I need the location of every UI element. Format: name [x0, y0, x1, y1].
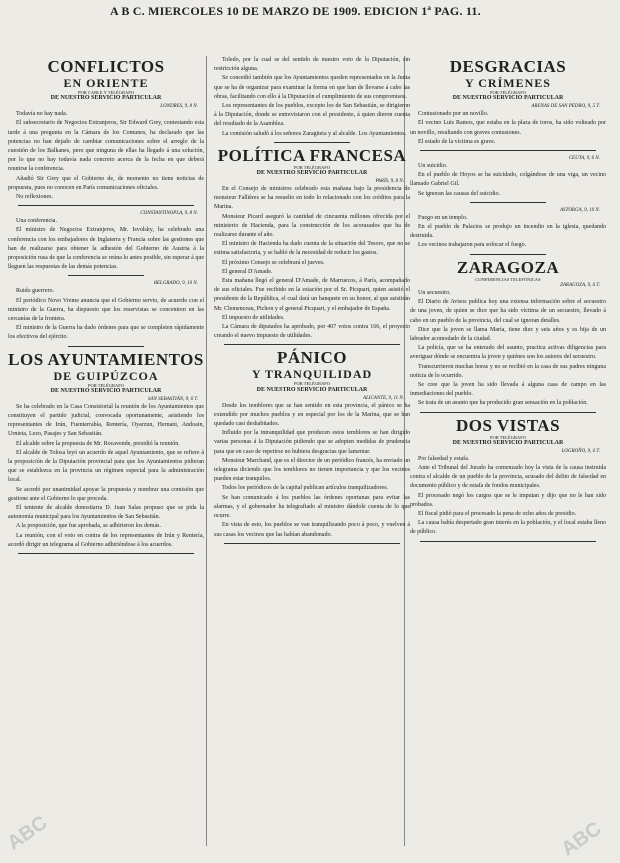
article-dateline: LOGROÑO, 9, 6 T. [561, 448, 600, 454]
article-paragraph: El teniente de alcalde donostiarra D. Juan Salas propuso que se pida la autonomía municipal para los Ayuntamientos de San Sebastián. [8, 505, 204, 521]
article-paragraph: El próximo Consejo se celebrará el jueves. [222, 259, 325, 266]
article-paragraph: El procesado negó los cargos que se le imputan y dijo que no le han sido probados. [410, 492, 606, 508]
article-paragraph: Monsieur Picard aseguró la cantidad de cincuenta millones ofrecida por el ministerio de Hacienda, para la construcción de los acorazados que ha de realizarse durante el año. [214, 213, 410, 239]
article-body [410, 162, 606, 199]
article [8, 58, 204, 206]
article-title: POLÍTICA FRANCESA [217, 145, 407, 165]
article-paragraph: El periódico Novo Vreme anuncia que el Gobierno servio, de acuerdo con el ministro de la Guerra, ha dispuesto que los reservistas se concentren en las cercanías de la frontera. [8, 297, 204, 323]
article-service-line: DE NUESTRO SERVICIO PARTICULAR [452, 95, 564, 102]
watermark: ABC [3, 811, 52, 855]
section-rule [274, 142, 350, 143]
article-kicker: POR TELÉGRAFO [87, 382, 125, 388]
article-paragraph: El alcalde de Tolosa leyó un acuerdo de aquel Ayuntamiento, que se refiere á la proposición de la Diputación provincial para que los Ayuntamientos pidieran que se establezca en la provincia un régimen especial para la administración local. [8, 449, 204, 484]
article-paragraph: El impuesto de utilidades. [222, 314, 285, 321]
article-paragraph: La causa había despertado gran interés en la población, y el local estaba lleno de público. [410, 520, 606, 536]
article-body [410, 110, 606, 147]
article-paragraph: El Diario de Avisos publica hoy una extensa información sobre el secuestro de una joven, de quien se dice que ha sido víctima de un secuestro, llevado á cabo en un pueblo de la provincia, del cual se ignoran detalles. [410, 299, 606, 324]
article-body [214, 185, 410, 341]
article [410, 207, 606, 255]
article-paragraph: El fiscal pidió para el procesado la pena de ocho años de presidio. [418, 511, 577, 518]
article [214, 147, 410, 346]
article-body [8, 403, 204, 550]
article-title: DESGRACIAS [449, 57, 567, 76]
article-paragraph: En el pueblo de Hoyos se ha suicidado, colgándose de una viga, un vecino llamado Gabriel Gil. [410, 172, 606, 188]
article-body [410, 214, 606, 251]
section-rule [420, 150, 596, 151]
article-dateline: LONDRES, 9, 8 N. [160, 104, 198, 110]
section-rule [420, 412, 596, 413]
article-paragraph: Influido por la intranquilidad que producen estos temblores se han dirigido varias personas á la Diputación pidiendo que se adopten medidas de prudencia para que en caso de repetirse no hubiera desgracias que lamentar. [214, 430, 410, 455]
article-paragraph: Se han comunicado á los pueblos las órdenes oportunas para evitar las alarmas, y el gobernador ha telegrafiado al ministro dándole cuenta de lo que ocurre. [214, 494, 410, 520]
article-kicker: POR TELÉGRAFO [293, 381, 331, 387]
article-paragraph: El ministro de Negocios Extranjeros, Mr. Isvolsky, ha celebrado una conferencia con los embajadores de Inglaterra y Francia sobre las gestiones que han de realizarse para obtener la adhesión del Gobierno de Austria á la proposición rusa de que la conferencia se reúna lo antes posible, sin esperar á que lleguen las respuestas de las demás potencias. [8, 227, 204, 271]
section-rule [470, 202, 546, 203]
article-paragraph: Se trata de un asunto que ha producido gran sensación en la población. [418, 400, 588, 407]
article-paragraph: En el pueblo de Palacios se produjo un incendio en la iglesia, quedando destruida. [410, 224, 606, 240]
article-paragraph: No reflexiones. [16, 194, 53, 201]
article-body [410, 289, 606, 409]
column-right [410, 56, 606, 856]
article-paragraph: El ministro de Hacienda ha dado cuenta de la situación del Tesoro, que no se estima satisfactoria, y se habló de la necesidad de reducir los gastos. [214, 241, 410, 257]
section-rule [68, 275, 144, 276]
article-paragraph: El general D'Amade. [222, 268, 273, 275]
article-body [8, 287, 204, 342]
article [214, 349, 410, 543]
article [8, 351, 204, 554]
article [410, 417, 606, 542]
article-body [8, 217, 204, 272]
article-subtitle: Y TRANQUILIDAD [251, 367, 373, 382]
article-paragraph: Añadió Sir Grey que el Gobierno de, de momento no tiene noticias de propuesta, pues no conocen en París comunicaciones oficiales. [8, 175, 204, 191]
article-subtitle: Y CRÍMENES [465, 76, 551, 90]
section-rule [18, 205, 194, 206]
article-subtitle: EN ORIENTE [63, 76, 149, 90]
article-service-line: DE NUESTRO SERVICIO PARTICULAR [452, 440, 564, 447]
article [8, 280, 204, 346]
column-middle [214, 56, 410, 856]
article [410, 58, 606, 151]
article-paragraph: En vista de esto, los pueblos se van tranquilizando poco á poco, y vuelven á sus casas los vecinos que las habían abandonado. [214, 522, 410, 538]
article-paragraph: Monsieur Marchand, que es el director de un periódico francés, ha enviado un telegrama diciendo que los temblores no tienen importancia y que los vecinos pueden estar tranquilos. [214, 457, 410, 483]
article-dateline: CEUTA, 9, 6 N. [568, 156, 600, 161]
article-service-line: DE NUESTRO SERVICIO PARTICULAR [256, 170, 368, 177]
article-dateline: CONSTANTINOPLA, 9, 8 N. [140, 211, 198, 217]
watermark: ABC [557, 817, 606, 861]
article-body [410, 455, 606, 538]
article-dateline: ALICANTE, 9, 11 N. [362, 395, 404, 401]
article-paragraph: La policía, que se ha enterado del asunto, practica activas diligencias para averiguar dónde se encuentra la joven y quiénes son los autores del secuestro. [410, 345, 606, 361]
section-rule [470, 254, 546, 255]
article-paragraph: Toledo, por la cual se del sentido de nuestro voto de la Diputación, sin restricción alguna. [214, 57, 410, 73]
article-paragraph: Por falsedad y estafa. [418, 455, 470, 462]
article [214, 56, 410, 143]
article-subtitle: DE GUIPÚZCOA [53, 368, 159, 383]
article-kicker: POR CABLE Y TELÉGRAFO [78, 90, 134, 95]
article-paragraph: Se ignoran las causas del suicidio. [418, 190, 500, 197]
article-title: DOS VISTAS [455, 415, 561, 435]
article-paragraph: Todavía no hay nada. [16, 111, 68, 118]
article-paragraph: En el Consejo de ministros celebrado esta mañana bajo la presidencia de monsieur Fallières se ha resuelto en todo lo relacionado con los créditos para la Marina. [214, 186, 410, 211]
article-paragraph: El vecino Luis Ramos, que estaba en la plaza de toros, ha sido volteado por un novillo, resultando con graves contusiones. [410, 120, 606, 136]
section-rule [18, 553, 194, 554]
article [410, 155, 606, 203]
article-paragraph: Se cree que la joven ha sido llevada á alguna casa de campo en las inmediaciones del pueblo. [410, 382, 606, 398]
article-paragraph: Una conferencia. [16, 218, 57, 225]
section-rule [224, 543, 400, 544]
article-paragraph: Un secuestro. [418, 290, 451, 297]
article-kicker: POR TELÉGRAFO [489, 90, 527, 95]
article-dateline: ZARAGOZA, 9, 6 T. [560, 283, 600, 289]
article-service-line: DE NUESTRO SERVICIO PARTICULAR [50, 388, 162, 395]
article-dateline: SAN SEBASTIÁN, 9, 6 T. [147, 396, 198, 402]
section-rule [68, 346, 144, 347]
article-body [214, 56, 410, 139]
article-paragraph: Todos los periódicos de la capital publican artículos tranquilizadores. [222, 485, 389, 492]
article-paragraph: Transcurrieron muchas horas y no se recibió en la casa de sus padres ninguna noticia de lo ocurrido. [410, 363, 606, 379]
article-kicker: CONFERENCIAS TELEFÓNICAS [475, 276, 541, 282]
article-paragraph: Un suicidio. [418, 163, 448, 169]
column-left [8, 56, 204, 856]
article-service-line: DE NUESTRO SERVICIO PARTICULAR [50, 95, 162, 102]
article-title: CONFLICTOS [47, 57, 165, 76]
article-paragraph: La comisión saludó á los señores Zaragüeta y al alcalde. Los Ayuntamientos. [222, 130, 407, 137]
article-paragraph: La reunión, con el voto en contra de los representantes de Irún y Rentería, acordó dirigir un telegrama al Gobierno adhiriéndose á los acuerdos. [8, 532, 204, 548]
article-title: ZARAGOZA [456, 257, 560, 277]
article-paragraph: Desde los temblores que se han sentido en esta provincia, el pánico se ha extendido por muchos pueblos y en especial por los de la Marina, que se han quedado casi deshabitados. [214, 402, 410, 428]
article-kicker: POR TELÉGRAFO [489, 434, 527, 440]
article-paragraph: Esta mañana llegó el general D'Amade, de Marruecos, á París, acompañado de sus oficiales. Fue recibido en la estación por el Sr. Picquart, quien asistió el presidente de la República, el cual dará un banquete en su honor, al que asistirán Mr. Clemenceau, Pichon y el general Picquart, y el embajador de España. [214, 278, 410, 312]
article-dateline: ASTORGA, 9, 10 N. [560, 207, 600, 213]
article-kicker: POR TELÉGRAFO [293, 164, 331, 170]
article-paragraph: Ante el Tribunal del Jurado ha comenzado hoy la vista de la causa instruida contra el alcalde de un pueblo de la provincia, acusado del delito de falsedad en documento público y de estafa de fondos municipales. [410, 465, 606, 490]
article-paragraph: Contusionado por un novillo. [418, 111, 489, 118]
article-dateline: BELGRADO, 9, 10 N. [153, 281, 198, 287]
section-rule [224, 344, 400, 345]
article-paragraph: Los vecinos trabajaron para sofocar el fuego. [418, 242, 527, 249]
article-paragraph: Los representantes de los pueblos, excepto los de San Sebastián, se dirigieron á la Diputación, donde se entrevistaron con el presidente, á quien dieron cuenta del resultado de la Asamblea. [214, 103, 410, 128]
article [8, 210, 204, 276]
article-paragraph: Se concedió también que los Ayuntamientos queden representados en la Junta que se ha de organizar para examinar la forma en que han de llevarse á cabo las obras, facilitando con ello á la Diputación el cumplimiento de sus compromisos. [214, 75, 410, 100]
article-paragraph: El alcalde sobre la propuesta de Mr. Rocavende, presidió la reunión. [16, 440, 180, 447]
article-service-line: DE NUESTRO SERVICIO PARTICULAR [256, 386, 368, 393]
article-dateline: PARÍS, 9, 8 N. [375, 179, 404, 185]
article-title: PÁNICO [276, 348, 348, 368]
article-paragraph: A la proposición, que fue aprobada, se adhirieron los demás. [16, 523, 161, 530]
article-title: LOS AYUNTAMIENTOS [8, 349, 204, 369]
article-paragraph: El ministro de la Guerra ha dado órdenes para que se completen rápidamente los efectivos del ejército. [8, 325, 204, 341]
section-rule [420, 541, 596, 542]
article-paragraph: El subsecretario de Negocios Extranjeros, Sir Edward Grey, contestando esta tarde á una pregunta en la Cámara de los Comunes, ha declarado que las potencias no han dejado de cambiar comunicaciones sobre el arreglo de la cuestión de los Balkanes, pero que ninguna de ellas ha llegado á una solución, por lo que no hay todavía nada concreto acerca de la fecha en que deberá reunirse la conferencia. [8, 120, 204, 173]
article-body [214, 402, 410, 540]
article-paragraph: El estado de la víctima es grave. [418, 138, 496, 145]
article-paragraph: Ruido guerrero. [16, 288, 54, 295]
article-paragraph: Se ha celebrado en la Casa Consistorial la reunión de los Ayuntamientos que constituyen el partido judicial, convocada oportunamente, asistiendo los representantes de Irún, Fuenterrabía, Rentería, Oyarzun, Hernani, Andoain, Urnieta, Lezo, Pasajes y San Sebastián. [8, 403, 204, 438]
article-body [8, 110, 204, 202]
article-paragraph: La Cámara de diputados ha aprobado, por 407 votos contra 166, el proyecto creando el nuevo impuesto de utilidades. [214, 324, 410, 340]
column-divider [206, 56, 207, 846]
page-header: A B C. MIERCOLES 10 DE MARZO DE 1909. EDICION 1ª PAG. 11. [110, 4, 481, 18]
article [410, 259, 606, 413]
article-paragraph: Se acordó por unanimidad apoyar la propuesta y nombrar una comisión que gestione ante el Gobierno lo que proceda. [8, 486, 204, 502]
article-paragraph: Fuego en un templo. [418, 214, 468, 221]
article-paragraph: Dice que la joven se llama María, tiene diez y seis años y es hija de un labrador acomodado de la ciudad. [410, 326, 606, 343]
article-dateline: ARENAS DE SAN PEDRO, 9, 5 T. [531, 104, 600, 110]
